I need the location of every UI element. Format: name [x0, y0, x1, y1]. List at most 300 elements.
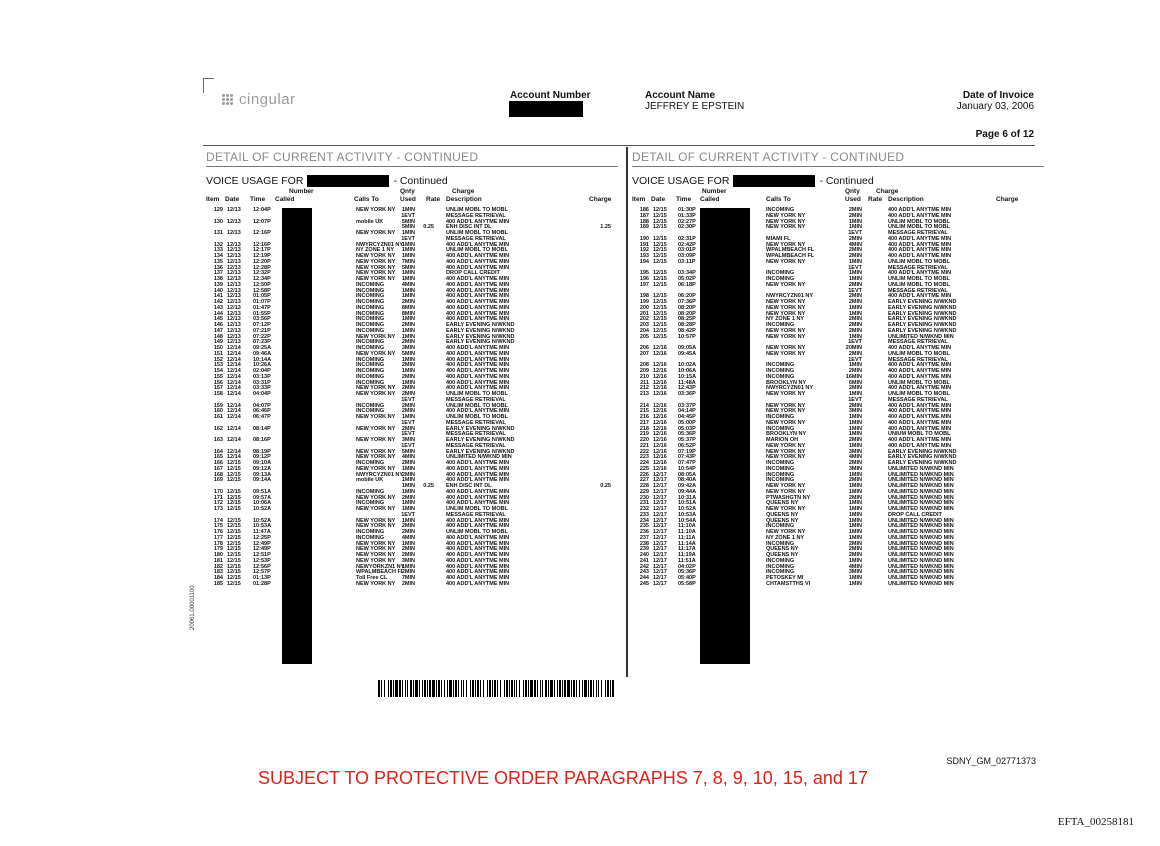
cell-description: 400 ADD'L ANYTME MIN [888, 419, 952, 426]
cell-qnty: 4MIN [848, 454, 862, 461]
cell-qnty: 1EVT [401, 511, 415, 518]
cell-time: 03:31P [253, 379, 271, 386]
cell-description: 400 ADD'L ANYTME MIN [888, 235, 952, 242]
cell-item: 198 [639, 293, 649, 300]
cell-qnty: 5MIN [401, 448, 415, 455]
cell-qnty: 2MIN [848, 235, 862, 242]
cell-item: 220 [639, 437, 649, 443]
cell-item: 185 [213, 580, 223, 587]
cell-date: 12/13 [227, 304, 241, 311]
cell-qnty: 3MIN [848, 448, 862, 455]
cell-item: 169 [213, 477, 223, 484]
cell-time: 03:01P [678, 247, 696, 254]
cell-date: 12/15 [653, 207, 667, 213]
cell-qnty: 1EVT [848, 356, 862, 363]
cell-time: 08:25P [678, 316, 696, 323]
cell-time: 05:58P [678, 580, 696, 587]
cell-qnty: 16MIN [845, 373, 862, 380]
cell-description: MESSAGE RETRIEVAL [446, 511, 506, 518]
col-called: Called [700, 196, 720, 203]
cell-item: 190 [639, 235, 649, 242]
cell-date: 12/17 [653, 523, 667, 530]
cell-date: 12/13 [227, 322, 241, 328]
cell-calls-to: NEW YORK NY [766, 408, 806, 415]
cell-item: 137 [213, 270, 223, 277]
cell-time: 01:47P [253, 304, 271, 311]
cell-item: 160 [213, 408, 223, 415]
page-number: Page 6 of 12 [975, 129, 1034, 140]
cell-item: 183 [213, 569, 223, 576]
cell-date: 12/17 [653, 557, 667, 564]
cell-calls-to: NEW YORK NY [356, 258, 396, 265]
cell-date: 12/13 [227, 230, 241, 236]
cell-description: UNLIM MOBL TO MOBL [446, 391, 508, 397]
cell-calls-to: NEW YORK NY [766, 488, 806, 495]
col-charge: Charge [996, 196, 1019, 203]
detail-rule [206, 166, 618, 167]
cell-calls-to: NEW YORK NY [766, 333, 806, 340]
cell-date: 12/17 [653, 483, 667, 489]
cell-description: 400 ADD'L ANYTME MIN [446, 494, 510, 501]
cell-time: 07:47P [678, 460, 696, 466]
cell-qnty: 2MIN [848, 253, 862, 259]
cell-qnty: 7MIN [401, 575, 415, 581]
col-rate: Rate [868, 196, 883, 203]
cell-qnty: 2MIN [848, 477, 862, 484]
col-calls-to: Calls To [766, 196, 791, 203]
cell-description: EARLY EVENING N/WKND [446, 333, 515, 340]
cell-date: 12/17 [653, 511, 667, 518]
cell-description: 400 ADD'L ANYTME MIN [446, 241, 510, 248]
efta-number: EFTA_00258181 [1057, 816, 1134, 828]
cell-time: 01:05P [253, 293, 271, 300]
cell-description: UNLIM MOBL TO MOBL [888, 218, 950, 225]
cell-description: 400 ADD'L ANYTME MIN [888, 253, 952, 259]
cell-qnty: 1EVT [401, 442, 415, 449]
cell-description: MESSAGE RETRIEVAL [446, 212, 506, 219]
cell-date: 12/13 [227, 327, 241, 334]
cell-description: EARLY EVENING N/WKND [446, 339, 515, 346]
cell-qnty: 1MIN [401, 517, 415, 524]
logo-text: cingular [239, 91, 296, 108]
cell-item: 236 [639, 529, 649, 535]
cell-date: 12/14 [227, 425, 241, 432]
cell-time: 12:56P [253, 563, 271, 570]
cell-qnty: 4MIN [848, 241, 862, 248]
cell-qnty: 2MIN [401, 402, 415, 409]
cell-item: 196 [639, 276, 649, 282]
cell-date: 12/15 [653, 293, 667, 300]
cell-calls-to: INCOMING [356, 402, 385, 409]
cell-time: 11:10A [678, 529, 696, 535]
cell-description: UNLIM MOBL TO MOBL [888, 350, 950, 357]
cell-description: 400 ADD'L ANYTME MIN [446, 316, 510, 323]
cell-date: 12/15 [653, 241, 667, 248]
cell-qnty: 2MIN [848, 327, 862, 334]
cell-item: 151 [213, 350, 223, 357]
cell-item: 189 [639, 224, 649, 231]
left-usage-panel [206, 150, 618, 588]
cell-time: 03:13P [253, 373, 271, 380]
cell-date: 12/15 [227, 465, 241, 472]
detail-title: DETAIL OF CURRENT ACTIVITY - CONTINUED [206, 150, 479, 164]
cell-description: 400 ADD'L ANYTME MIN [446, 465, 510, 472]
col-description: Description [446, 196, 482, 203]
cell-qnty: 3MIN [848, 569, 862, 576]
cell-item: 242 [639, 563, 649, 570]
cell-time: 09:13A [253, 471, 272, 478]
cell-date: 12/15 [227, 563, 241, 570]
cell-description: 400 ADD'L ANYTME MIN [446, 460, 510, 466]
cell-calls-to: INCOMING [356, 356, 385, 363]
cell-time: 06:18P [678, 281, 696, 288]
cell-qnty: 1MIN [848, 391, 862, 397]
account-number-redaction [509, 101, 583, 117]
cell-calls-to: INCOMING [766, 569, 795, 576]
cell-qnty: 1EVT [848, 264, 862, 271]
cell-date: 12/13 [227, 276, 241, 282]
cell-qnty: 1MIN [848, 529, 862, 535]
cell-qnty: 1MIN [848, 362, 862, 369]
cell-calls-to: PETOSKEY MI [766, 575, 804, 581]
cell-qnty: 1MIN [401, 230, 415, 236]
cell-date: 12/15 [227, 534, 241, 541]
cell-calls-to: NEW YORK NY [356, 276, 396, 282]
cell-time: 03:09P [678, 253, 696, 259]
cell-item: 140 [213, 287, 223, 294]
cell-date: 12/16 [653, 448, 667, 455]
cell-date: 12/16 [653, 391, 667, 397]
cell-item: 129 [213, 207, 223, 213]
cell-description: EARLY EVENING N/WKND [446, 327, 515, 334]
cell-calls-to: NEW YORK NY [766, 454, 806, 461]
cell-item: 244 [639, 575, 649, 581]
cell-date: 12/14 [227, 402, 241, 409]
cell-time: 06:46P [253, 408, 271, 415]
cell-time: 03:36P [678, 391, 696, 397]
cell-item: 213 [639, 391, 649, 397]
cell-description: 400 ADD'L ANYTME MIN [446, 356, 510, 363]
cell-qnty: 1MIN [848, 310, 862, 317]
cell-time: 11:17A [678, 546, 696, 553]
cell-qnty: 2MIN [848, 540, 862, 547]
cell-qnty: 1MIN [848, 442, 862, 449]
cell-item: 130 [213, 218, 223, 225]
cell-qnty: 1MIN [401, 333, 415, 340]
cell-qnty: 2MIN [401, 471, 415, 478]
cell-time: 08:40A [678, 477, 697, 484]
cell-description: UNLIMITED N/WKND MIN [888, 500, 954, 507]
column-divider [626, 147, 628, 677]
cell-date: 12/17 [653, 506, 667, 512]
cell-calls-to: MARION OH [766, 437, 799, 443]
cell-calls-to: NEW YORK NY [356, 425, 396, 432]
cell-qnty: 1MIN [401, 465, 415, 472]
cell-description: EARLY EVENING N/WKND [446, 425, 515, 432]
cell-qnty: 1MIN [848, 575, 862, 581]
cell-item: 181 [213, 557, 223, 564]
cell-qnty: 1EVT [848, 339, 862, 346]
cell-calls-to: NEW YORK NY [766, 281, 806, 288]
cell-item: 239 [639, 546, 649, 553]
cell-item: 133 [213, 247, 223, 254]
cell-item: 138 [213, 276, 223, 282]
cell-date: 12/16 [653, 373, 667, 380]
invoice-date: January 03, 2006 [956, 101, 1034, 112]
cell-item: 136 [213, 264, 223, 271]
cell-item: 139 [213, 281, 223, 288]
cell-description: UNLIMITED N/WKND MIN [888, 557, 954, 564]
cell-item: 141 [213, 293, 223, 300]
cell-rate: 0.25 [423, 483, 434, 489]
cell-description: UNLIM MOBL TO MOBL [446, 207, 508, 213]
cell-time: 03:34P [678, 270, 696, 277]
cell-description: 400 ADD'L ANYTME MIN [446, 580, 510, 587]
cell-calls-to: NEWYORKZN1 NY [356, 563, 405, 570]
cell-item: 146 [213, 322, 223, 328]
cell-description: 400 ADD'L ANYTME MIN [888, 247, 952, 254]
cell-qnty: 2MIN [401, 552, 415, 558]
cell-calls-to: NEW YORK NY [356, 454, 396, 461]
cell-date: 12/15 [227, 500, 241, 507]
cell-qnty: 1EVT [401, 419, 415, 426]
cell-qnty: 3MIN [848, 465, 862, 472]
cell-time: 04:02P [678, 563, 696, 570]
cell-item: 233 [639, 511, 649, 518]
cell-date: 12/14 [227, 454, 241, 461]
cell-calls-to: PTWASHGTN NY [766, 494, 811, 501]
cell-item: 178 [213, 540, 223, 547]
cell-date: 12/16 [653, 431, 667, 438]
cell-description: 400 ADD'L ANYTME MIN [888, 345, 952, 351]
cell-time: 06:52P [678, 442, 696, 449]
cell-description: 400 ADD'L ANYTME MIN [888, 293, 952, 300]
cell-qnty: 2MIN [848, 546, 862, 553]
cell-calls-to: NEW YORK NY [356, 540, 396, 547]
cell-date: 12/15 [653, 276, 667, 282]
cell-qnty: 2MIN [401, 391, 415, 397]
cell-date: 12/17 [653, 494, 667, 501]
cell-calls-to: INCOMING [766, 362, 795, 369]
cell-description: UNLIMITED N/WKND MIN [888, 546, 954, 553]
cell-item: 231 [639, 500, 649, 507]
cell-time: 09:45A [678, 350, 697, 357]
cell-calls-to: INCOMING [356, 408, 385, 415]
continued-label: - Continued [393, 175, 448, 187]
cell-calls-to: mobile UK [356, 477, 384, 484]
cell-qnty: 20MIN [845, 345, 862, 351]
col-rate: Rate [426, 196, 441, 203]
cell-qnty: 7MIN [401, 258, 415, 265]
cell-description: 400 ADD'L ANYTME MIN [888, 437, 952, 443]
cell-qnty: 2MIN [401, 299, 415, 305]
cell-item: 159 [213, 402, 223, 409]
cell-qnty: 2MIN [848, 350, 862, 357]
cell-description: MESSAGE RETRIEVAL [888, 396, 948, 403]
cell-calls-to: WPALMBEACH FL [766, 247, 815, 254]
voice-usage-label: VOICE USAGE FOR [632, 175, 730, 187]
cell-time: 03:33P [253, 385, 271, 392]
cell-date: 12/15 [653, 310, 667, 317]
cell-qnty: 1MIN [401, 293, 415, 300]
cell-qnty: 1MIN [848, 488, 862, 495]
cell-calls-to: NEW YORK NY [766, 391, 806, 397]
cell-date: 12/17 [653, 563, 667, 570]
cell-qnty: 4MIN [848, 563, 862, 570]
cell-description: DROP CALL CREDIT [446, 270, 500, 277]
cell-qnty: 1MIN [848, 414, 862, 420]
cell-calls-to: INCOMING [356, 368, 385, 374]
cell-calls-to: INCOMING [766, 368, 795, 374]
cell-description: 400 ADD'L ANYTME MIN [888, 241, 952, 248]
cell-item: 143 [213, 304, 223, 311]
cell-description: DROP CALL CREDIT [888, 511, 942, 518]
cell-description: UNLIM MOBL TO MOBL [888, 224, 950, 231]
cell-item: 194 [639, 258, 649, 265]
cell-description: 400 ADD'L ANYTME MIN [446, 477, 510, 484]
cell-item: 188 [639, 218, 649, 225]
cell-item: 144 [213, 310, 223, 317]
col-qnty: Qnty [845, 188, 860, 195]
cell-item: 166 [213, 460, 223, 466]
cell-calls-to: NEW YORK NY [766, 327, 806, 334]
cell-item: 149 [213, 339, 223, 346]
cell-description: 400 ADD'L ANYTME MIN [888, 408, 952, 415]
cell-item: 191 [639, 241, 649, 248]
cell-qnty: 1MIN [848, 523, 862, 530]
cell-time: 08:14P [253, 425, 271, 432]
table-row [206, 582, 618, 588]
cell-item: 184 [213, 575, 223, 581]
cell-qnty: 3MIN [401, 345, 415, 351]
col-number: Number [289, 188, 314, 195]
cell-time: 09:05A [678, 345, 697, 351]
cell-qnty: 2MIN [848, 402, 862, 409]
cell-date: 12/15 [227, 569, 241, 576]
cell-item: 209 [639, 368, 649, 374]
cell-calls-to: INCOMING [356, 304, 385, 311]
cell-item: 207 [639, 350, 649, 357]
cell-time: 07:36P [678, 299, 696, 305]
cell-time: 05:37P [678, 437, 696, 443]
cell-time: 12:53P [253, 557, 271, 564]
cell-description: UNLIMITED N/WKND MIN [888, 580, 954, 587]
cell-description: 400 ADD'L ANYTME MIN [446, 471, 510, 478]
cell-calls-to: QUEENS NY [766, 517, 799, 524]
cell-qnty: 1MIN [401, 287, 415, 294]
cell-description: UNLIM MOBL TO MOBL [888, 281, 950, 288]
col-used: Used [845, 196, 861, 203]
cell-qnty: 1MIN [848, 500, 862, 507]
cell-qnty: 1MIN [401, 270, 415, 277]
cell-description: MESSAGE RETRIEVAL [446, 396, 506, 403]
protective-order-stamp: SUBJECT TO PROTECTIVE ORDER PARAGRAPHS 7, 8, 9, 10, 15, and 17 [258, 768, 868, 788]
cell-qnty: 1EVT [848, 287, 862, 294]
cell-qnty: 2MIN [401, 460, 415, 466]
cell-item: 214 [639, 402, 649, 409]
cell-qnty: 2MIN [401, 580, 415, 587]
cell-time: 12:25P [253, 534, 271, 541]
cell-item: 147 [213, 327, 223, 334]
barcode [378, 680, 614, 697]
cell-item: 174 [213, 517, 223, 524]
cell-date: 12/17 [653, 534, 667, 541]
cell-description: 400 ADD'L ANYTME MIN [888, 425, 952, 432]
cell-item: 208 [639, 362, 649, 369]
cell-time: 02:27P [678, 218, 696, 225]
col-called: Called [275, 196, 295, 203]
cell-time: 01:55P [253, 310, 271, 317]
cell-time: 08:19P [253, 448, 271, 455]
cell-description: 400 ADD'L ANYTME MIN [446, 379, 510, 386]
cell-calls-to: INCOMING [356, 287, 385, 294]
cell-date: 12/15 [653, 247, 667, 254]
cell-calls-to: Toll Free CL [356, 575, 388, 581]
cell-item: 176 [213, 529, 223, 535]
cell-date: 12/15 [227, 506, 241, 512]
cell-date: 12/13 [227, 333, 241, 340]
cell-qnty: 8MIN [401, 304, 415, 311]
cell-calls-to: NEW YORK NY [766, 483, 806, 489]
cell-date: 12/16 [653, 454, 667, 461]
cell-date: 12/17 [653, 546, 667, 553]
cell-date: 12/16 [653, 368, 667, 374]
cell-qnty: 1MIN [848, 258, 862, 265]
cell-description: UNLIM MOBL TO MOBL [888, 276, 950, 282]
header-divider [203, 145, 1035, 146]
cell-item: 177 [213, 534, 223, 541]
cell-description: MESSAGE RETRIEVAL [888, 356, 948, 363]
cell-description: 400 ADD'L ANYTME MIN [888, 362, 952, 369]
cell-date: 12/15 [653, 258, 667, 265]
cell-qnty: 1MIN [401, 477, 415, 484]
cell-calls-to: NEW YORK NY [356, 414, 396, 420]
cell-description: EARLY EVENING N/WKND [888, 460, 957, 466]
cell-qnty: 2MIN [401, 362, 415, 369]
cell-description: 400 ADD'L ANYTME MIN [888, 385, 952, 392]
cell-time: 10:14A [253, 356, 272, 363]
cell-time: 02:04P [253, 368, 271, 374]
cell-item: 164 [213, 448, 223, 455]
cell-qnty: 1MIN [848, 471, 862, 478]
cell-description: 400 ADD'L ANYTME MIN [446, 563, 510, 570]
cell-date: 12/14 [227, 368, 241, 374]
cell-qnty: 4MIN [401, 281, 415, 288]
cell-date: 12/15 [227, 540, 241, 547]
col-description: Description [888, 196, 924, 203]
cell-time: 05:03P [678, 425, 696, 432]
cell-description: 400 ADD'L ANYTME MIN [446, 569, 510, 576]
cell-description: 400 ADD'L ANYTME MIN [446, 552, 510, 558]
cell-time: 01:28P [253, 580, 271, 587]
account-number-label: Account Number [510, 90, 591, 101]
cell-qnty: 5MIN [401, 224, 415, 231]
cell-description: 400 ADD'L ANYTME MIN [446, 287, 510, 294]
cell-date: 12/15 [227, 494, 241, 501]
cell-date: 12/16 [653, 379, 667, 386]
cell-qnty: 6MIN [848, 379, 862, 386]
cell-description: EARLY EVENING N/WKND [888, 327, 957, 334]
cell-description: UNLIMITED N/WKND MIN [888, 517, 954, 524]
cell-description: ENH DISC INT DL [446, 224, 492, 231]
cell-item: 212 [639, 385, 649, 392]
cell-description: EARLY EVENING N/WKND [888, 310, 957, 317]
cell-description: 400 ADD'L ANYTME MIN [446, 253, 510, 259]
cell-qnty: 1MIN [401, 327, 415, 334]
cell-calls-to: NEW YORK NY [766, 442, 806, 449]
cell-time: 12:16P [253, 230, 271, 236]
cell-item: 134 [213, 253, 223, 259]
